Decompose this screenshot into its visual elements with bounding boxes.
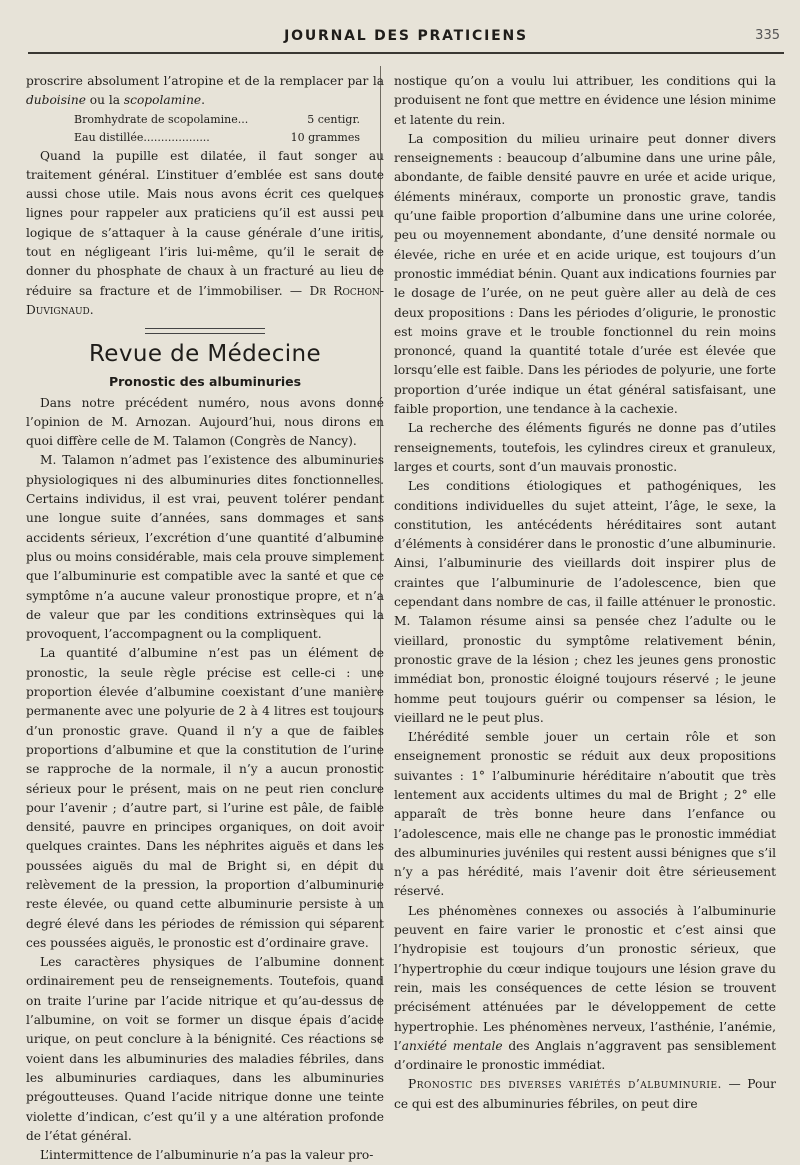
prescription-quantity: 5 centigr.	[307, 112, 360, 126]
text-run: Les phénomènes connexes ou associés à l’albuminurie peuvent en faire varier le pronostic et c’est ainsi que l’hydropisie est toujours d’un pronostic sérieux, que l’hypertrophie du cœur indique toujours une lésion grave du rein, mais les conséquences de cette lésion se trouvent précisément atténuées par le développement de cette hypertrophie. Les phénomènes nerveux, l’asthénie, l’anémie, l’	[394, 903, 776, 1053]
text-run: ou la	[85, 93, 124, 108]
prescription-item: Bromhydrate de scopolamine...	[74, 112, 249, 126]
text-run: — Pour ce qui est des albuminuries fébriles, on peut dire	[394, 1077, 776, 1111]
paragraph: Dans notre précédent numéro, nous avons donné l’opinion de M. Arnozan. Aujourd’hui, nous dirons en quoi diffère celle de M. Talamon (Congrès de Nancy).	[26, 395, 384, 449]
paragraph	[394, 1075, 776, 1114]
text-run: .	[201, 93, 206, 108]
paragraph	[394, 902, 776, 1076]
paragraph: La composition du milieu urinaire peut donner divers renseignements : beaucoup d’albumine dans une urine pâle, abondante, de faible densité pauvre en urée et acide urique, éléments minéraux, comporte un pronostic grave, tandis qu’une faible proportion d’albumine dans une urine colorée, peu ou moyennement abondante, d’une densité normale ou élevée, riche en urée et en acide urique, est toujours d’un pronostic immédiat bénin. Quant aux indications fournies par le dosage de l’urée, on ne peut guère aller au delà de ces deux propositions : Dans les périodes d’oligurie, le pronostic est moins grave et le trouble fonctionnel du rein moins prononcé, quand la quantité totale d’urée est élevée que lorsqu’elle est faible. Dans les périodes de polyurie, une forte proportion d’urée indique un état général satisfaisant, une faible proportion, une tendance à la cachexie.	[394, 131, 776, 417]
prescription-line-2	[74, 129, 384, 147]
run-in-heading: Pronostic des diverses variétés d’albuminurie.	[408, 1077, 722, 1092]
paragraph-pupille	[26, 147, 384, 321]
paragraph: Les caractères physiques de l’albumine donnent ordinairement peu de renseignements. Toutefois, quand on traite l’urine par l’acide nitrique et qu’au-dessus de l’albumine, on voit se former un disque épais d’acide urique, on peut conclure à la bénignité. Ces réactions se voient dans les albuminuries des maladies fébriles, dans les albuminuries cardiaques, dans les albuminuries prégoutteuses. Quand l’acide nitrique donne une teinte violette d’indican, c’est qu’il y a une altération profonde de l’état général.	[26, 955, 384, 1143]
paragraph: La quantité d’albumine n’est pas un élément de pronostic, la seule règle précise est celle-ci : une proportion élevée d’albumine coexistant d’une manière permanente avec une polyurie de 2 à 4 litres est toujours d’un pronostic grave. Quand il n’y a que de faibles proportions d’albumine et que la constitution de l’urine se rapproche de la normale, il n’y a aucun pronostic sérieux pour le présent, mais on ne peut rien conclure pour l’avenir ; d’autre part, si l’urine est pâle, de faible densité, pauvre en principes organiques, on doit avoir quelques craintes. Dans les néphrites aiguës et dans les poussées aiguës du mal de Bright si, en dépit du relèvement de la pression, la proportion d’albuminurie reste élevée, ou quand cette albuminurie persiste à un degré élevé dans les périodes de rémission qui séparent ces poussées aiguës, le pronostic est d’ordinaire grave.	[26, 646, 384, 950]
header-rule	[28, 52, 784, 54]
text-scopolamine: scopolamine	[123, 93, 202, 108]
text-run: des Anglais n’aggravent pas sensiblement d’ordinaire le pronostic immédiat.	[394, 1038, 776, 1073]
right-column	[394, 72, 776, 1114]
journal-title: JOURNAL DES PRATICIENS	[284, 28, 528, 44]
paragraph: La recherche des éléments figurés ne donne pas d’utiles renseignements, toutefois, les cylindres cireux et granuleux, larges et courts, sont d’un mauvais pronostic.	[394, 421, 776, 474]
paragraph: L’intermittence de l’albuminurie n’a pas la valeur pro-	[40, 1148, 374, 1163]
text-run: proscrire absolument l’atropine et de la remplacer par la	[26, 74, 384, 88]
paragraph: nostique qu’on a voulu lui attribuer, les conditions qui la produisent ne font que mettre en évidence une lésion minime et latente du rein.	[394, 74, 776, 127]
text-run: Quand la pupille est dilatée, il faut songer au traitement général. L’instituer d’emblée est sans doute aussi chose utile. Mais nous avons écrit ces quelques lignes pour rappeler aux praticiens qu’il est aussi peu logique de s’attaquer à la cause générale d’une iritis, tout en négligeant l’iris lui-même, qu’il le serait de donner du phosphate de chaux à un fracturé au lieu de réduire sa fracture et de l’immobiliser. —	[26, 148, 384, 298]
prescription-item: Eau distillée...................	[74, 130, 210, 144]
page-number: 335	[755, 28, 780, 43]
author-signature: Dr Rochon-Duvignaud.	[26, 283, 384, 317]
paragraph: Les conditions étiologiques et pathogéniques, les conditions individuelles du sujet atteint, l’âge, le sexe, la constitution, les antécédents héréditaires sont autant d’éléments à considérer dans le pronostic d’une albuminurie. Ainsi, l’albuminurie des vieillards doit inspirer plus de craintes que l’albuminurie de l’adolescence, bien que cependant dans nombre de cas, il faille atténuer le pronostic. M. Talamon résume ainsi sa pensée chez l’adulte ou le vieillard, pronostic du symptôme relativement bénin, pronostic grave de la lésion ; chez les jeunes gens pronostic immédiat bon, pronostic éloigné toujours réservé ; le jeune homme peut toujours guérir ou compenser sa lésion, le vieillard ne le peut plus.	[394, 479, 776, 725]
left-column	[26, 72, 384, 1165]
section-separator	[145, 328, 265, 334]
text-duboisine: duboisine	[26, 93, 86, 108]
prescription-quantity: 10 grammes	[290, 130, 360, 144]
paragraph-atropine	[26, 72, 384, 111]
paragraph: M. Talamon n’admet pas l’existence des albuminuries physiologiques ni des albuminuries dites fonctionnelles. Certains individus, il est vrai, peuvent tolérer pendant une longue suite d’années, sans dommages et sans accidents sérieux, l’excrétion d’une quantité d’albumine plus ou moins considérable, mais cela prouve simplement que l’albuminurie est compatible avec la santé et que ce symptôme n’a aucune valeur pronostique propre, et n’a de valeur que par les conditions extrinsèques qui la provoquent, l’accompagnent ou la compliquent.	[26, 453, 384, 642]
paragraph: L’hérédité semble jouer un certain rôle et son enseignement pronostic se réduit aux deux propositions suivantes : 1° l’albuminurie héréditaire n’aboutit que très lentement aux accidents ultimes du mal de Bright ; 2° elle apparaît de très bonne heure dans l’enfance ou l’adolescence, mais elle ne change pas le pronostic immédiat des albuminuries juvéniles qui restent aussi bénignes que s’il n’y a pas hérédité, mais l’avenir doit être sérieusement réservé.	[394, 730, 776, 899]
page-header	[28, 22, 784, 52]
text-italic: anxiété mentale	[401, 1038, 503, 1053]
section-title: Revue de Médecine	[88, 341, 322, 368]
prescription-line-1	[74, 111, 384, 129]
article-title: Pronostic des albuminuries	[108, 374, 302, 390]
